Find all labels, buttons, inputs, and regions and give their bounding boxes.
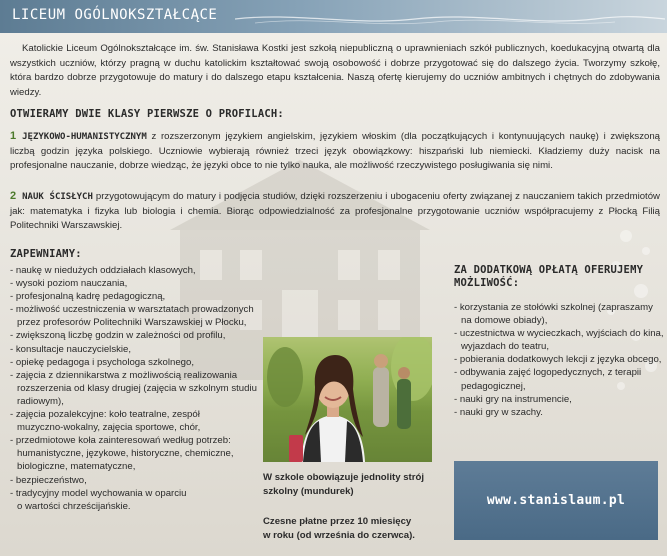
profile-1-number: 1: [10, 130, 17, 142]
profile-2-number: 2: [10, 190, 17, 202]
list-item: - tradycyjny model wychowania w oparciu: [10, 487, 187, 499]
website-box: [454, 461, 658, 540]
page-title: LICEUM OGÓLNOKSZTAŁCĄCE: [12, 7, 218, 23]
student-illustration: [263, 337, 432, 462]
profile-2-text: przygotowującym do matury i podjęcia studiów, dzięki rozszerzeniu i ubogaceniu oferty związanej z nauczaniem takich przedmiotów jak: matematyka i fizyka lub biologia i chemia. Biorąc odpowiedzialność za profesjonalne przygotowanie uczniów współpracujemy z Płocką Filią Politechniki Warszawskiej.: [10, 191, 660, 232]
profile-2-keyword: NAUK ŚCISŁYCH: [22, 192, 93, 202]
profile-1: [10, 129, 660, 174]
tuition-caption-line1: Czesne płatne przez 10 miesięcy: [263, 516, 412, 527]
list-item: biologiczne, matematyczne,: [17, 461, 136, 473]
list-item: - wysoki poziom nauczania,: [10, 278, 128, 290]
profile-1-text: z rozszerzonym językiem angielskim, językiem włoskim (dla początkujących i kontynuujących naukę) i zwiększoną liczbą godzin języka polskiego. Uczniowie wybierają również trzeci język obowiązkowy: hiszpański lub niemiecki. Kładziemy duży nacisk na profesjonalne nauczanie, dobrze wiedząc, że języki obce to nie tylko nauka, ale możliwość rzeczywistego posługiwania się nimi.: [10, 131, 660, 172]
tuition-caption-line2: w roku (od września do czerwca).: [263, 530, 415, 541]
website-link[interactable]: www.stanislaum.pl: [486, 493, 626, 508]
header-flourish: [235, 10, 665, 28]
list-item: na domowe obiady),: [461, 315, 548, 327]
list-item: o wartości chrześcijańskie.: [17, 500, 131, 512]
list-item: - bezpieczeństwo,: [10, 474, 87, 486]
list-item: - naukę w niedużych oddziałach klasowych,: [10, 265, 196, 276]
list-item: - przedmiotowe koła zainteresowań według potrzeb:: [10, 435, 231, 447]
profile-2: [10, 189, 660, 234]
list-item: - nauki gry na instrumencie,: [454, 393, 572, 405]
list-item: - możliwość uczestniczenia w warsztatach prowadzonych: [10, 304, 254, 316]
list-item: wyjazdach do teatru,: [461, 341, 549, 353]
list-item: - zajęcia pozalekcyjne: koło teatralne, zespół: [10, 409, 200, 421]
list-item: - profesjonalną kadrę pedagogiczną,: [10, 291, 166, 303]
list-item: - nauki gry w szachy.: [454, 406, 543, 418]
list-item: - zajęcia z dziennikarstwa z możliwością realizowania: [10, 369, 238, 381]
uniform-caption-line2: szkolny (mundurek): [263, 486, 354, 497]
uniform-caption-line1: W szkole obowiązuje jednolity strój: [263, 472, 424, 483]
list-item: rozszerzenia od klasy drugiej (zajęcia w szkolnym studiu: [17, 382, 257, 394]
student-photo: [263, 337, 432, 462]
list-item: - korzystania ze stołówki szkolnej (zapraszamy: [454, 302, 653, 313]
intro-paragraph: Katolickie Liceum Ogólnokształcące im. św. Stanisława Kostki jest szkołą niepubliczną o uprawnieniach szkół publicznych, koedukacyjną otwartą dla wszystkich uczniów, którzy pragną w duchu katolickim kształtować swoją osobowość i dobrze przygotować się do dalszego życia. Tworzymy szkołę, która bardzo dobrze przygotowuje do matury i do dalszego etapu kształcenia. Naszą ofertę kierujemy do uczniów ambitnych i chętnych do zdobywania wiedzy.: [10, 43, 660, 98]
list-item: - konsultacje nauczycielskie,: [10, 343, 132, 355]
guarantee-list: [10, 264, 257, 513]
guarantee-heading: ZAPEWNIAMY:: [10, 248, 82, 260]
list-item: przez profesorów Politechniki Warszawskiej w Płocku,: [17, 317, 247, 329]
extra-heading-line2: MOŻLIWOŚĆ:: [454, 277, 520, 289]
list-item: radiowym),: [17, 395, 64, 407]
list-item: - zwiększoną liczbę godzin w zależności od profilu,: [10, 330, 226, 342]
profiles-heading: OTWIERAMY DWIE KLASY PIERWSZE O PROFILACH:: [10, 108, 284, 120]
extra-list: [454, 301, 664, 419]
list-item: humanistyczne, językowe, historyczne, chemiczne,: [17, 448, 234, 460]
profile-1-keyword: JĘZYKOWO-HUMANISTYCZNYM: [22, 132, 147, 142]
list-item: muzyczno-wokalny, zajęcia sportowe, chór,: [17, 422, 201, 434]
extra-heading-line1: ZA DODATKOWĄ OPŁATĄ OFERUJEMY: [454, 264, 644, 276]
list-item: - odbywania zajęć logopedycznych, z terapii: [454, 367, 642, 379]
list-item: - uczestnictwa w wycieczkach, wyjściach do kina,: [454, 328, 664, 340]
list-item: - opiekę pedagoga i psychologa szkolnego,: [10, 356, 195, 368]
list-item: pedagogicznej,: [461, 380, 526, 392]
list-item: - pobierania dodatkowych lekcji z języka obcego,: [454, 354, 662, 366]
